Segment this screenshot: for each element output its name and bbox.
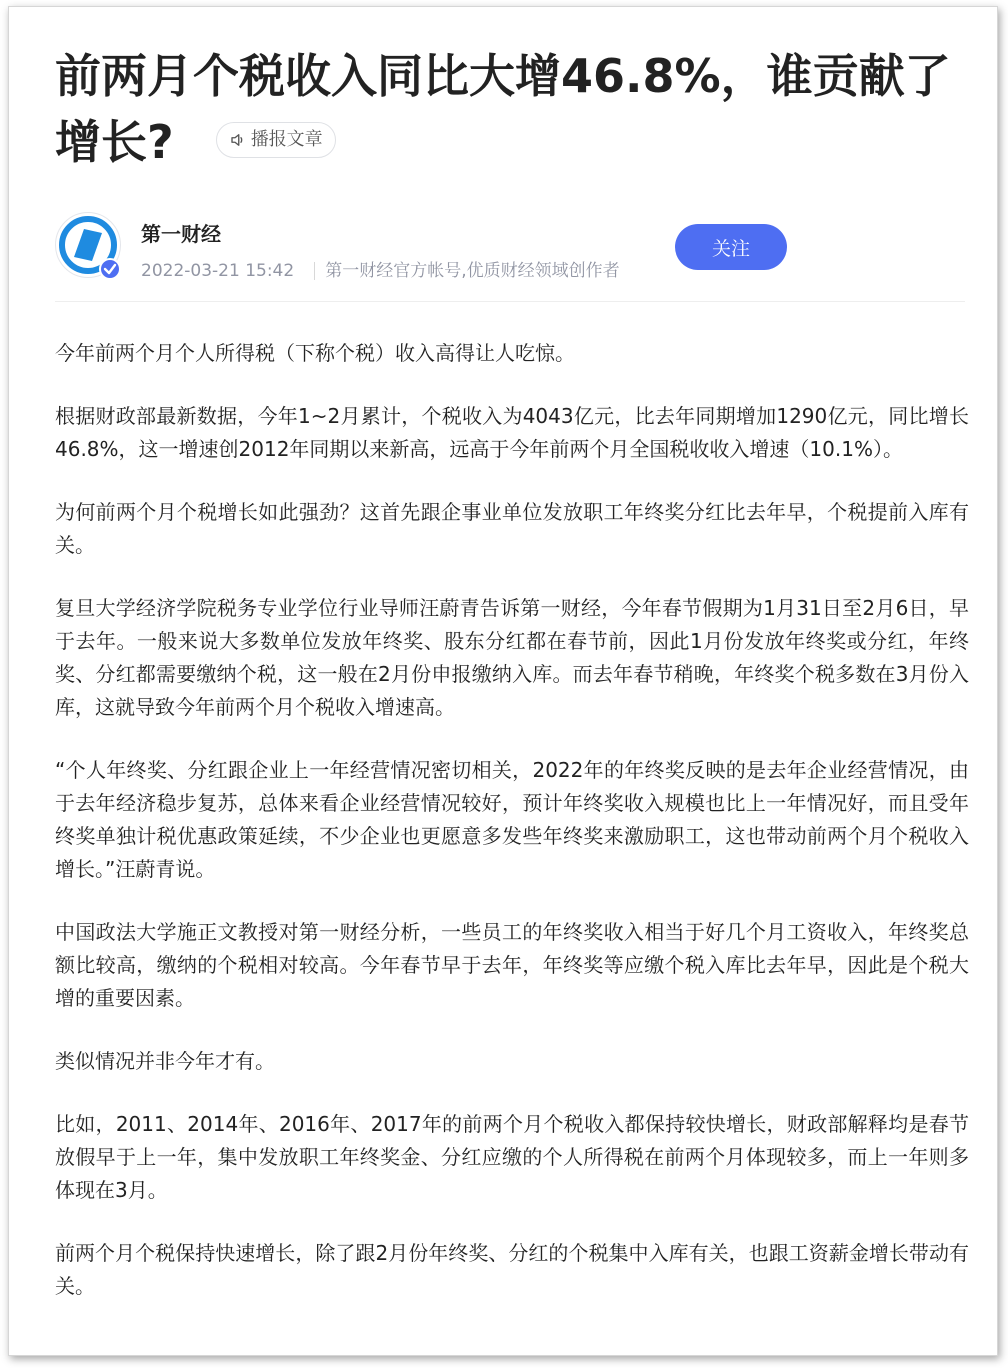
paragraph: “个人年终奖、分红跟企业上一年经营情况密切相关，2022年的年终奖反映的是去年企业经营情况，由于去年经济稳步复苏，总体来看企业经营情况较好，预计年终奖收入规模也比上一年情况好，而且受年终奖单独计税优惠政策延续，不少企业也更愿意多发些年终奖来激励职工，这也带动前两个月个税收入增长。”汪蔚青说。 <box>55 758 969 881</box>
publish-time: 2022-03-21 15:42 <box>141 261 295 281</box>
header-divider <box>55 301 965 302</box>
paragraph: 根据财政部最新数据，今年1~2月累计，个税收入为4043亿元，比去年同期增加1290亿元，同比增长46.8%，这一增速创2012年同期以来新高，远高于今年前两个月全国税收收入增速（10.1%）。 <box>55 404 969 461</box>
paragraph: 前两个月个税保持快速增长，除了跟2月份年终奖、分红的个税集中入库有关，也跟工资薪金增长带动有关。 <box>55 1241 969 1298</box>
author-bar <box>55 212 985 284</box>
verified-badge-icon <box>99 258 121 280</box>
article-page <box>8 6 998 1356</box>
author-meta <box>141 256 620 281</box>
meta-divider <box>314 262 315 280</box>
article-body <box>55 337 969 1333</box>
follow-button[interactable]: 关注 <box>675 224 787 270</box>
article-title-text: 前两月个税收入同比大增46.8%，谁贡献了增长? <box>55 49 951 169</box>
paragraph: 今年前两个月个人所得税（下称个税）收入高得让人吃惊。 <box>55 341 575 365</box>
article-title <box>55 43 985 175</box>
paragraph: 比如，2011、2014年、2016年、2017年的前两个月个税收入都保持较快增长，财政部解释均是春节放假早于上一年，集中发放职工年终奖金、分红应缴的个人所得税在前两个月体现较多，而上一年则多体现在3月。 <box>55 1112 969 1202</box>
paragraph: 为何前两个月个税增长如此强劲？这首先跟企事业单位发放职工年终奖分红比去年早，个税提前入库有关。 <box>55 500 969 557</box>
paragraph: 类似情况并非今年才有。 <box>55 1049 275 1073</box>
author-description: 第一财经官方帐号,优质财经领域创作者 <box>325 261 620 281</box>
broadcast-label: 播报文章 <box>250 128 323 150</box>
paragraph: 中国政法大学施正文教授对第一财经分析，一些员工的年终奖收入相当于好几个月工资收入，年终奖总额比较高，缴纳的个税相对较高。今年春节早于去年，年终奖等应缴个税入库比去年早，因此是个税大增的重要因素。 <box>55 920 969 1010</box>
speaker-icon <box>229 131 247 149</box>
broadcast-button[interactable] <box>216 122 336 158</box>
paragraph: 复旦大学经济学院税务专业学位行业导师汪蔚青告诉第一财经，今年春节假期为1月31日至2月6日，早于去年。一般来说大多数单位发放年终奖、股东分红都在春节前，因此1月份发放年终奖或分红，年终奖、分红都需要缴纳个税，这一般在2月份申报缴纳入库。而去年春节稍晚，年终奖个税多数在3月份入库，这就导致今年前两个月个税收入增速高。 <box>55 596 969 719</box>
author-name[interactable]: 第一财经 <box>141 222 221 246</box>
